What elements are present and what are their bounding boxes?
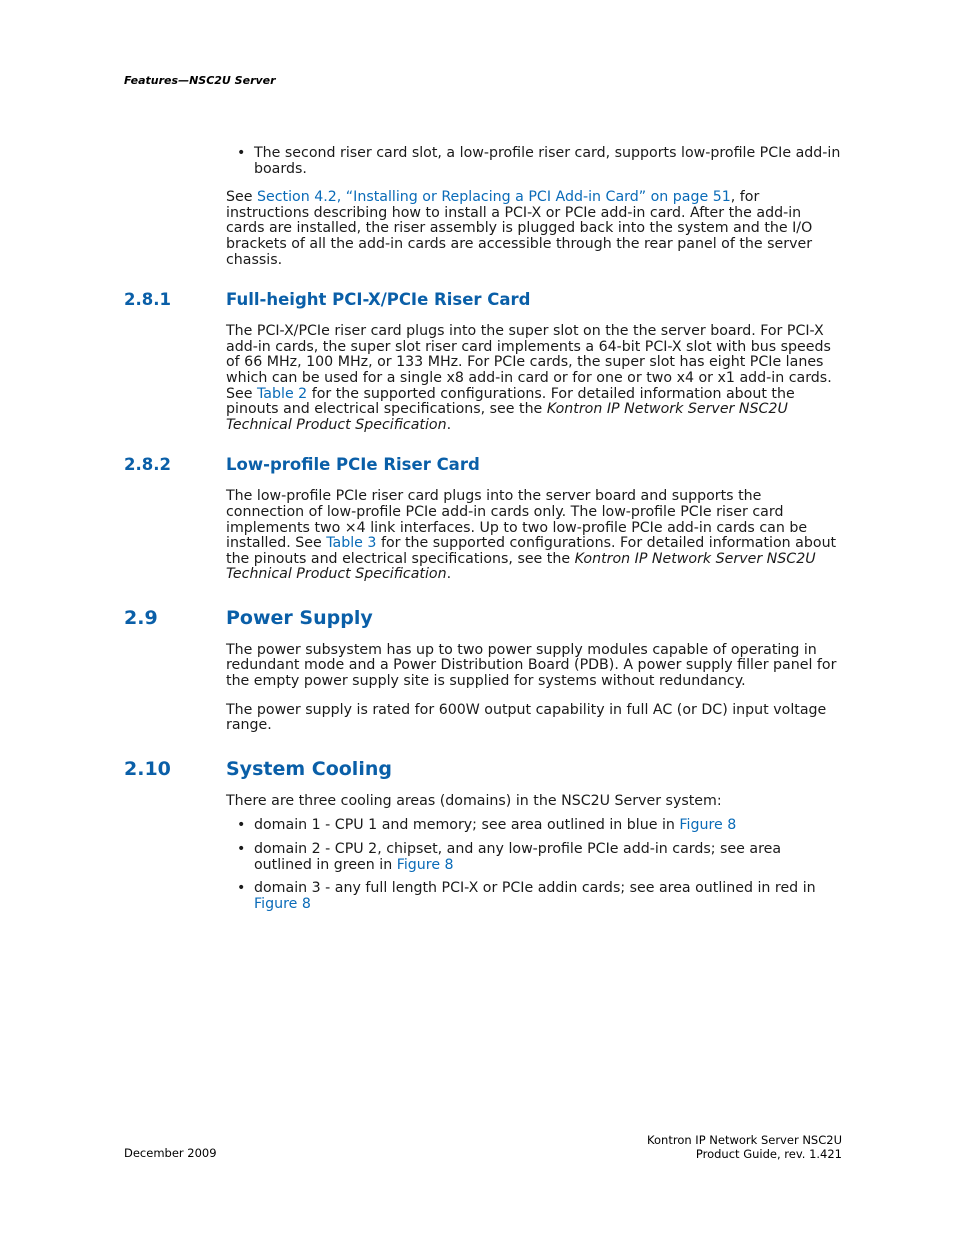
bullet-icon: •	[237, 880, 246, 897]
table-3-link[interactable]: Table 3	[326, 535, 377, 552]
figure-8-link[interactable]: Figure 8	[679, 817, 737, 834]
bullet-icon: •	[237, 841, 246, 858]
section-2-8-1-paragraph	[226, 324, 842, 433]
list-item	[226, 842, 842, 873]
section-title: Power Supply	[226, 606, 373, 629]
section-2-8-2-heading	[124, 455, 842, 475]
paragraph-text: for the supported configurations. For detailed information about the pinouts and electrical specifications, see the	[226, 535, 837, 567]
page-content	[124, 145, 842, 925]
section-title: Low-profile PCIe Riser Card	[226, 455, 480, 475]
figure-8-link[interactable]: Figure 8	[254, 895, 311, 912]
section-2-10-heading	[124, 757, 842, 780]
list-item	[226, 146, 842, 177]
paragraph-text: , for instructions describing how to install a PCI-X or PCIe add-in card. After the add-in cards are installed, the riser assembly is plugged back into the system and the I/O brackets of all the add-in cards are accessible through the rear panel of the server chassis.	[226, 189, 813, 268]
figure-8-link[interactable]: Figure 8	[396, 856, 454, 873]
doc-reference: Kontron IP Network Server NSC2U Technical Product Specification	[226, 401, 788, 433]
section-number: 2.8.2	[124, 455, 171, 475]
footer-product-revision: Product Guide, rev. 1.421	[695, 1147, 842, 1161]
footer-product-info	[647, 1133, 842, 1161]
section-2-8-1-heading	[124, 290, 842, 310]
section-title: Full-height PCI-X/PCIe Riser Card	[226, 290, 531, 310]
list-item-text: The second riser card slot, a low-profile riser card, supports low-profile PCIe add-in boards.	[254, 145, 841, 177]
list-item	[226, 881, 842, 912]
table-2-link[interactable]: Table 2	[256, 385, 308, 402]
section-4-2-link[interactable]: Section 4.2, “Installing or Replacing a PCI Add-in Card” on page 51	[256, 189, 731, 206]
paragraph-text: .	[446, 566, 452, 583]
paragraph-text: .	[446, 416, 452, 433]
running-header: Features—NSC2U Server	[124, 74, 276, 87]
section-2-8-2-paragraph	[226, 489, 842, 583]
list-item-text: domain 3 - any full length PCI-X or PCIe addin cards; see area outlined in red in	[254, 880, 816, 897]
bullet-icon: •	[237, 817, 246, 834]
section-2-9-heading	[124, 606, 842, 629]
intro-bullet-list	[226, 146, 842, 177]
section-number: 2.10	[124, 757, 171, 780]
doc-reference: Kontron IP Network Server NSC2U Technical Product Specification	[226, 550, 816, 583]
footer-date: December 2009	[124, 1146, 217, 1160]
paragraph-text: for the supported configurations. For detailed information about the pinouts and electrical specifications, see the	[226, 385, 795, 418]
section-number: 2.8.1	[124, 290, 171, 310]
footer-product-name: Kontron IP Network Server NSC2U	[647, 1133, 842, 1147]
section-number: 2.9	[124, 606, 158, 629]
section-2-9-paragraph-1: The power subsystem has up to two power supply modules capable of operating in redundant mode and a Power Distribution Board (PDB). A power supply filler panel for the empty power supply site is supplied for systems without redundancy.	[226, 641, 837, 690]
list-item-text: domain 1 - CPU 1 and memory; see area outlined in blue in	[254, 817, 680, 834]
section-title: System Cooling	[226, 757, 392, 780]
intro-paragraph	[226, 190, 842, 268]
section-2-10-intro: There are three cooling areas (domains) in the NSC2U Server system:	[226, 792, 722, 809]
section-2-9-paragraph-2: The power supply is rated for 600W output capability in full AC (or DC) input voltage range.	[226, 701, 827, 734]
list-item-text: domain 2 - CPU 2, chipset, and any low-profile PCIe add-in cards; see area outlined in green in	[254, 841, 782, 873]
paragraph-text: The PCI-X/PCIe riser card plugs into the super slot on the the server board. For PCI-X add-in cards, the super slot riser card implements a 64-bit PCI-X slot with bus speeds of 66 MHz, 100 MHz, or 133 MHz. For PCIe cards, the super slot has eight PCIe lanes which can be used for a single x8 add-in card or for one or two x4 or x1 add-in cards. See	[226, 323, 832, 402]
paragraph-text: See	[226, 189, 257, 206]
cooling-domain-list	[226, 818, 842, 912]
bullet-icon: •	[237, 145, 246, 161]
list-item	[226, 818, 842, 834]
paragraph-text: The low-profile PCIe riser card plugs into the server board and supports the connection of low-profile PCIe add-in cards only. The low-profile PCIe riser card implements two ×4 link interfaces. Up to two low-profile PCIe add-in cards can be installed. See	[226, 488, 808, 552]
